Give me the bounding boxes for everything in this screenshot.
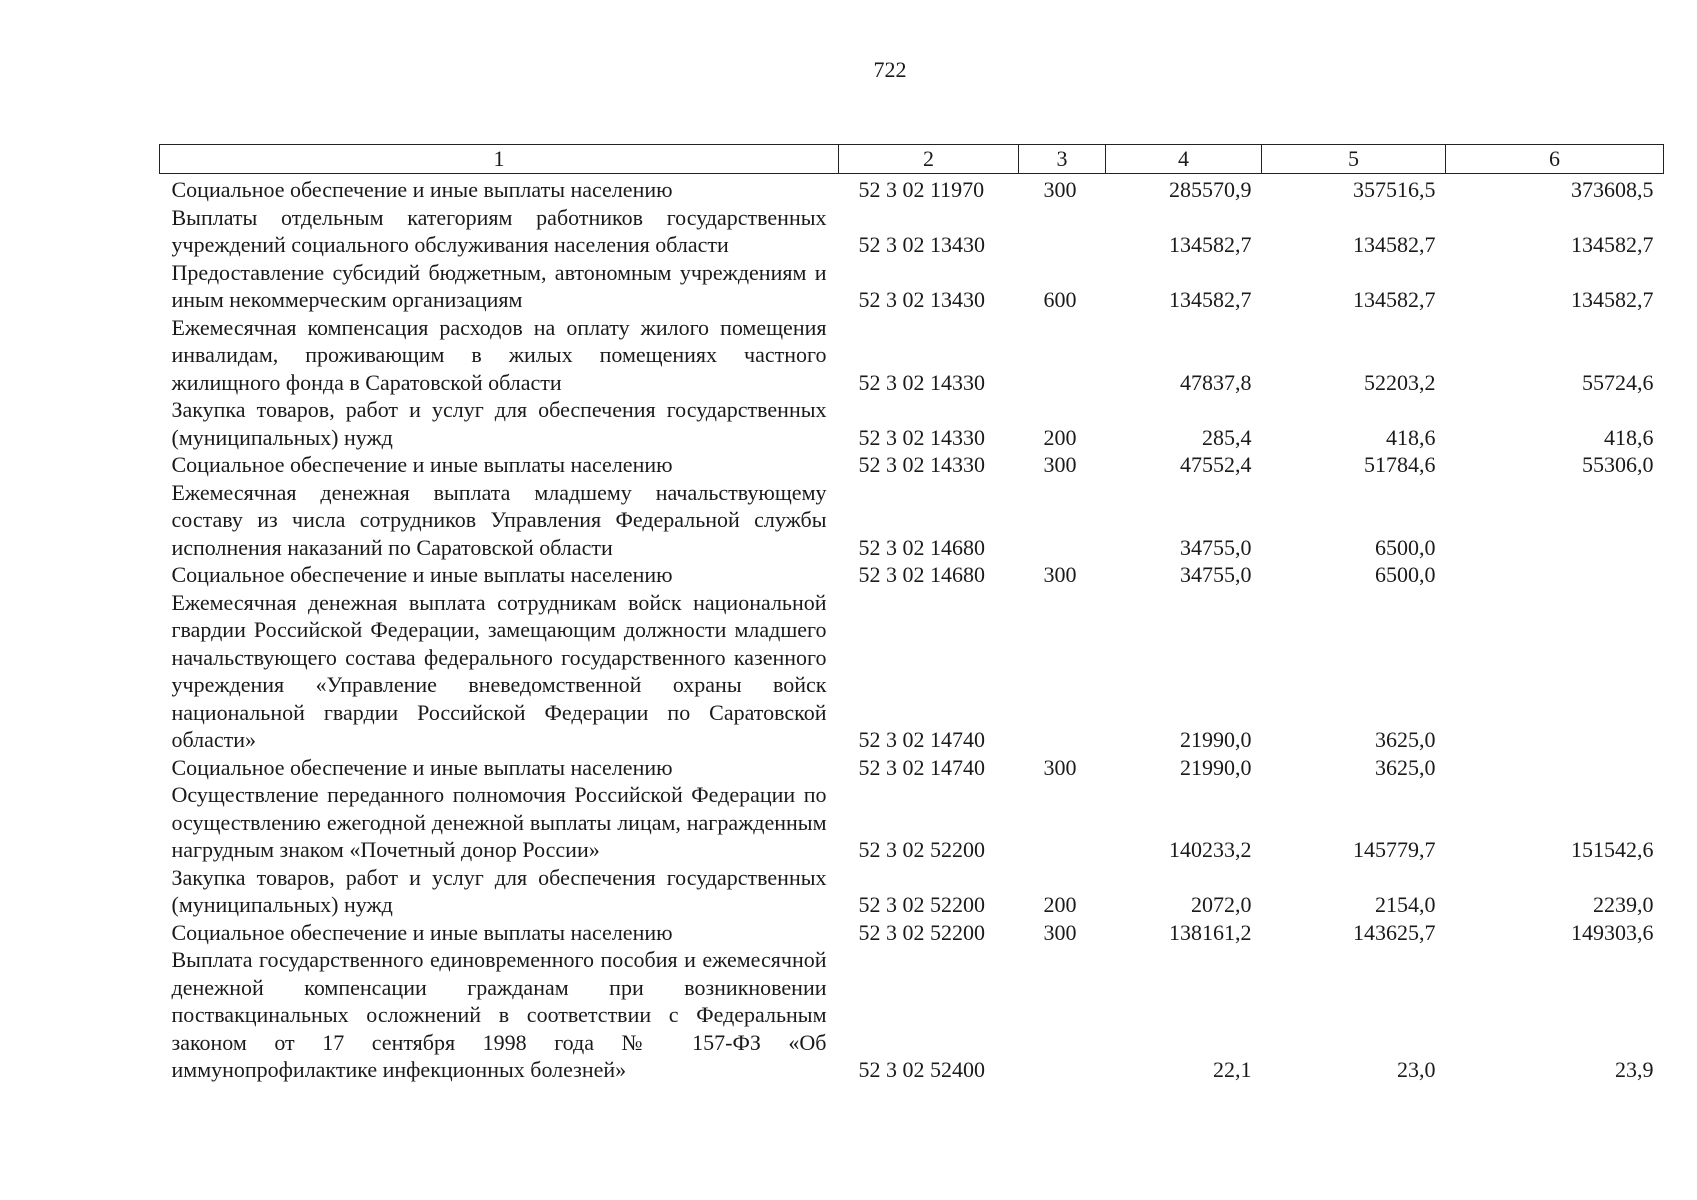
value-col6: 2239,0 — [1593, 892, 1654, 917]
target-code: 52 3 02 14680 — [858, 562, 985, 587]
value-col6: 55724,6 — [1582, 369, 1654, 395]
column-header: 4 — [1106, 145, 1262, 174]
value-col4: 134582,7 — [1169, 232, 1252, 257]
item-name: Социальное обеспечение и иные выплаты населению — [171, 177, 673, 202]
value-col5: 6500,0 — [1375, 534, 1436, 560]
value-col4: 47837,8 — [1180, 369, 1252, 395]
expense-type — [1019, 479, 1106, 562]
value-col4: 47552,4 — [1180, 452, 1252, 477]
value-col5: 418,6 — [1386, 424, 1436, 450]
item-name: Закупка товаров, работ и услуг для обеспечения государственных (муниципальных) нужд — [171, 864, 827, 917]
column-header: 2 — [839, 145, 1019, 174]
expense-type: 300 — [1043, 754, 1077, 780]
column-header: 1 — [160, 145, 839, 174]
target-code: 52 3 02 14330 — [858, 369, 985, 395]
table-row — [160, 479, 1664, 562]
target-code: 52 3 02 14680 — [858, 534, 985, 560]
value-col6: 55306,0 — [1582, 452, 1654, 477]
value-col5: 134582,7 — [1353, 287, 1436, 312]
value-col6: 134582,7 — [1571, 287, 1654, 312]
target-code: 52 3 02 14330 — [858, 424, 985, 450]
item-name: Ежемесячная компенсация расходов на оплату жилого помещения инвалидам, проживающим в жилых помещениях частного жилищного фонда в Саратовской области — [171, 314, 827, 395]
table-body — [160, 174, 1664, 1084]
value-col4: 21990,0 — [1180, 754, 1252, 780]
value-col6: 134582,7 — [1571, 232, 1654, 257]
column-header: 5 — [1262, 145, 1446, 174]
value-col6 — [1446, 479, 1664, 562]
value-col4: 138161,2 — [1169, 919, 1252, 945]
item-name: Предоставление субсидий бюджетным, автономным учреждениям и иным некоммерческим организациям — [171, 259, 827, 312]
value-col5: 3625,0 — [1375, 754, 1436, 780]
table-header-row — [160, 145, 1664, 174]
expense-type: 300 — [1043, 452, 1077, 477]
table-row — [160, 396, 1664, 451]
item-name: Выплаты отдельным категориям работников государственных учреждений социального обслуживания населения области — [171, 204, 827, 257]
target-code: 52 3 02 13430 — [858, 232, 985, 257]
expense-type: 200 — [1043, 892, 1077, 917]
budget-table — [159, 144, 1664, 1084]
expense-type — [1019, 781, 1106, 864]
value-col6: 23,9 — [1615, 1057, 1654, 1082]
column-header: 6 — [1446, 145, 1664, 174]
item-name: Социальное обеспечение и иные выплаты населению — [171, 562, 673, 587]
value-col4: 34755,0 — [1180, 562, 1252, 587]
expense-type — [1019, 204, 1106, 259]
value-col6: 149303,6 — [1571, 919, 1654, 945]
item-name: Закупка товаров, работ и услуг для обеспечения государственных (муниципальных) нужд — [171, 397, 827, 450]
expense-type: 600 — [1043, 287, 1077, 312]
value-col6: 418,6 — [1604, 424, 1654, 450]
target-code: 52 3 02 14740 — [858, 727, 985, 752]
target-code: 52 3 02 14740 — [858, 754, 985, 780]
value-col6: 151542,6 — [1571, 837, 1654, 862]
table-row — [160, 259, 1664, 314]
value-col5: 23,0 — [1397, 1057, 1436, 1082]
table-row — [160, 204, 1664, 259]
target-code: 52 3 02 11970 — [858, 177, 985, 202]
target-code: 52 3 02 52200 — [858, 892, 985, 917]
target-code: 52 3 02 13430 — [858, 287, 985, 312]
target-code: 52 3 02 52400 — [858, 1057, 985, 1082]
table-row — [160, 919, 1664, 947]
page-number: 722 — [873, 57, 907, 82]
expense-type: 300 — [1043, 177, 1077, 202]
table-row — [160, 451, 1664, 479]
table-row — [160, 314, 1664, 397]
expense-type — [1019, 946, 1106, 1084]
item-name: Социальное обеспечение и иные выплаты населению — [171, 919, 673, 945]
value-col5: 6500,0 — [1375, 562, 1436, 587]
value-col5: 52203,2 — [1364, 369, 1436, 395]
expense-type: 300 — [1043, 562, 1077, 587]
table-row — [160, 754, 1664, 782]
target-code: 52 3 02 52200 — [858, 837, 985, 862]
expense-type: 300 — [1043, 919, 1077, 945]
expense-type — [1019, 314, 1106, 397]
value-col4: 2072,0 — [1191, 892, 1252, 917]
value-col6 — [1446, 561, 1664, 589]
value-col6 — [1446, 589, 1664, 754]
table-row — [160, 864, 1664, 919]
item-name: Ежемесячная денежная выплата младшему начальствующему составу из числа сотрудников Управления Федеральной службы исполнения наказаний по Саратовской области — [171, 479, 827, 560]
value-col5: 2154,0 — [1375, 892, 1436, 917]
target-code: 52 3 02 52200 — [858, 919, 985, 945]
item-name: Выплата государственного единовременного пособия и ежемесячной денежной компенсации гражданам при возникновении поствакцинальных осложнений в соответствии с Федеральным законом от 17 сентября 1998 года № 157-ФЗ «Об иммунопрофилактике инфекционных болезней» — [171, 947, 827, 1082]
item-name: Социальное обеспечение и иные выплаты населению — [171, 452, 673, 477]
target-code: 52 3 02 14330 — [858, 452, 985, 477]
expense-type: 200 — [1043, 424, 1077, 450]
value-col5: 51784,6 — [1364, 452, 1436, 477]
expense-type — [1019, 589, 1106, 754]
item-name: Социальное обеспечение и иные выплаты населению — [171, 754, 673, 780]
value-col4: 134582,7 — [1169, 287, 1252, 312]
item-name: Осуществление переданного полномочия Российской Федерации по осуществлению ежегодной денежной выплаты лицам, награжденным нагрудным знаком «Почетный донор России» — [171, 782, 827, 862]
value-col4: 285570,9 — [1169, 177, 1252, 202]
value-col4: 21990,0 — [1180, 727, 1252, 752]
value-col6 — [1446, 754, 1664, 782]
value-col6: 373608,5 — [1571, 177, 1654, 202]
column-header: 3 — [1019, 145, 1106, 174]
table-row — [160, 781, 1664, 864]
value-col5: 134582,7 — [1353, 232, 1436, 257]
value-col4: 285,4 — [1202, 424, 1252, 450]
value-col4: 140233,2 — [1169, 837, 1252, 862]
value-col4: 34755,0 — [1180, 534, 1252, 560]
value-col4: 22,1 — [1213, 1057, 1252, 1082]
item-name: Ежемесячная денежная выплата сотрудникам войск национальной гвардии Российской Федерации, замещающим должности младшего начальствующего состава федерального государственного казенного учреждения «Управление вневедомственной охраны войск национальной гвардии Российской Федерации по Саратовской области» — [171, 589, 827, 752]
table-row — [160, 589, 1664, 754]
value-col5: 3625,0 — [1375, 727, 1436, 752]
table-row — [160, 561, 1664, 589]
table-row — [160, 946, 1664, 1084]
table-row — [160, 174, 1664, 204]
value-col5: 143625,7 — [1353, 919, 1436, 945]
value-col5: 145779,7 — [1353, 837, 1436, 862]
value-col5: 357516,5 — [1353, 177, 1436, 202]
